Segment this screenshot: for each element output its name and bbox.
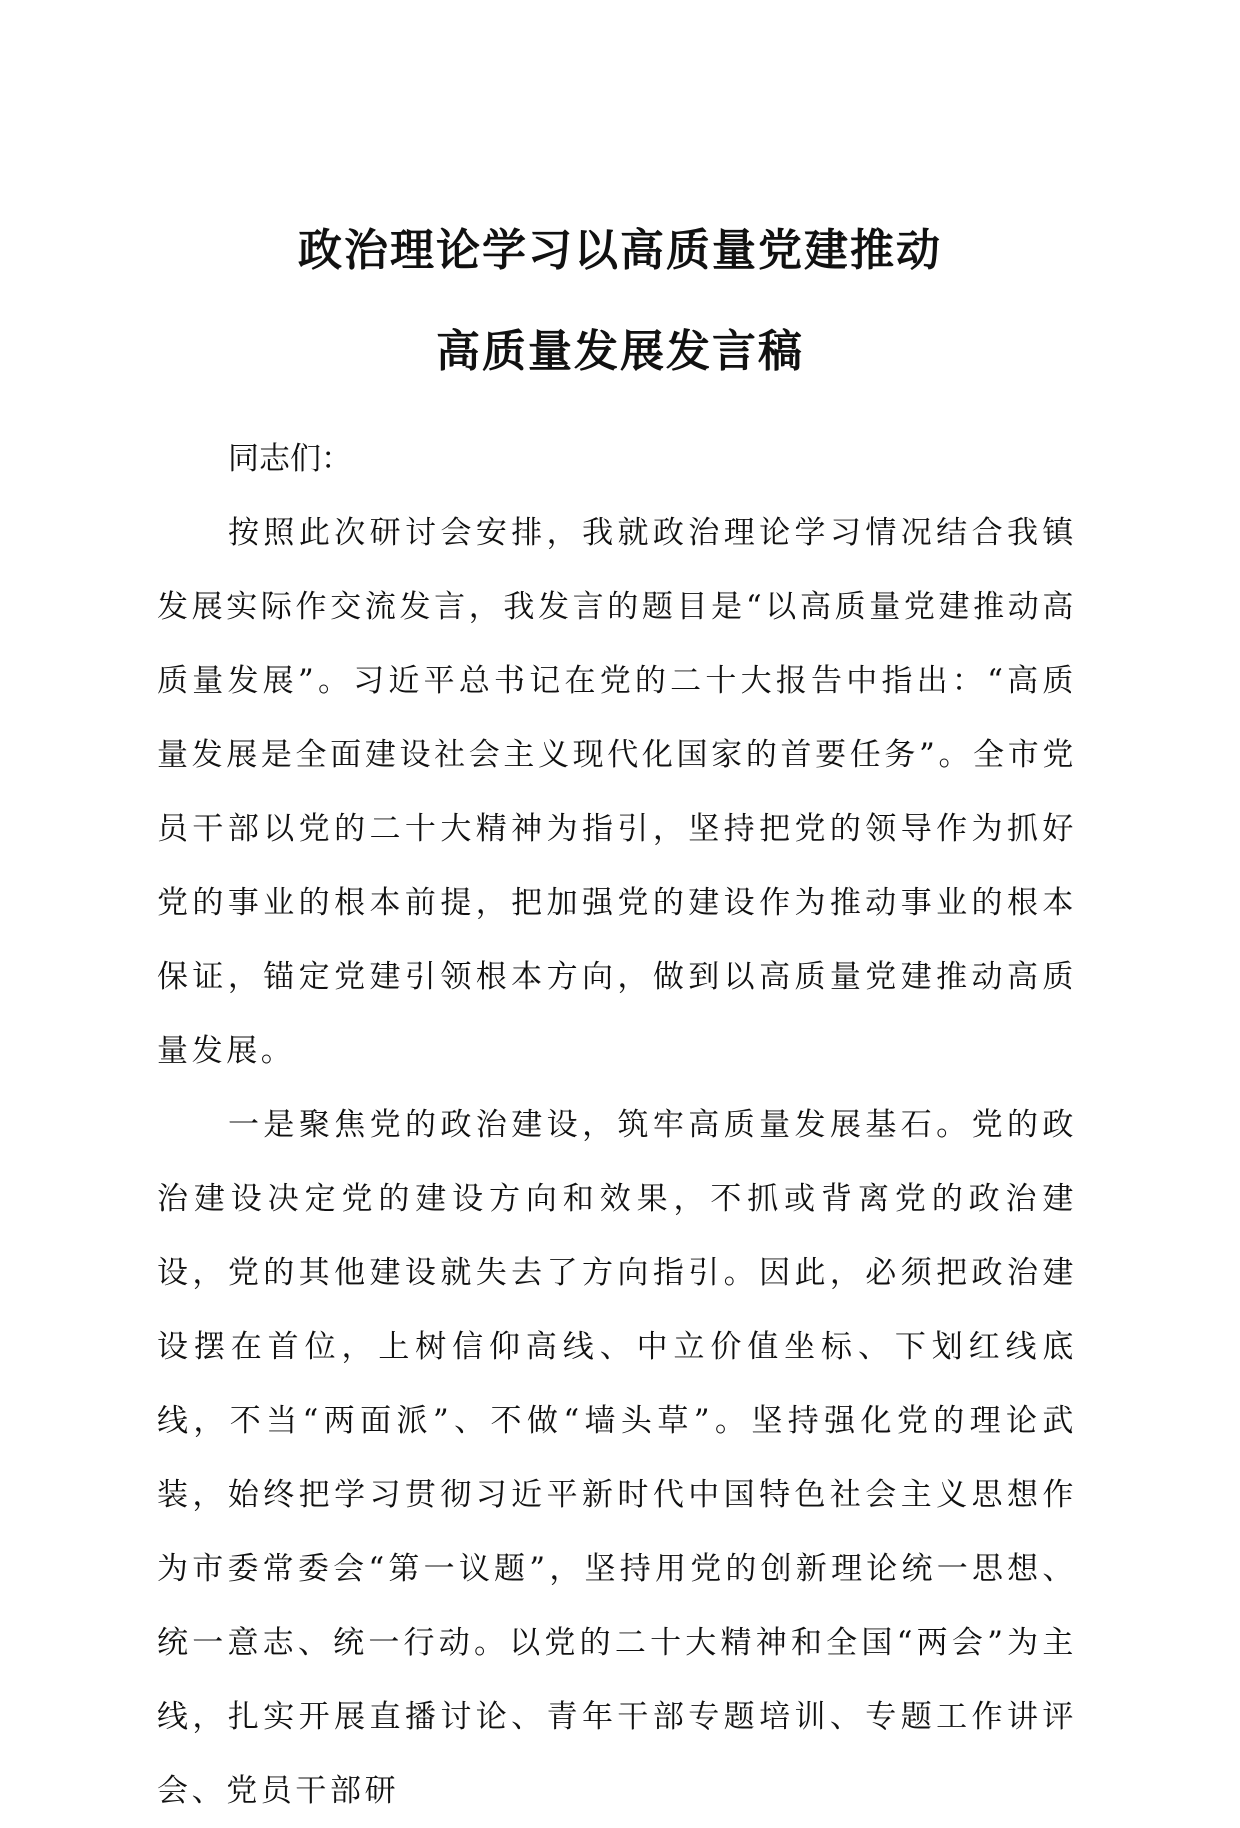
paragraph-intro: 按照此次研讨会安排，我就政治理论学习情况结合我镇发展实际作交流发言，我发言的题目是“以高质量党建推动高质量发展”。习近平总书记在党的二十大报告中指出：“高质量发展是全面建设社会主义现代化国家的首要任务”。全市党员干部以党的二十大精神为指引，坚持把党的领导作为抓好党的事业的根本前提，把加强党的建设作为推动事业的根本保证，锚定党建引领根本方向，做到以高质量党建推动高质量发展。 [157,515,1077,1069]
document-title-line-1: 政治理论学习以高质量党建推动 [298,225,942,276]
paragraph-political-construction: 一是聚焦党的政治建设，筑牢高质量发展基石。党的政治建设决定党的建设方向和效果，不抓或背离党的政治建设，党的其他建设就失去了方向指引。因此，必须把政治建设摆在首位，上树信仰高线、中立价值坐标、下划红线底线，不当“两面派”、不做“墙头草”。坚持强化党的理论武装，始终把学习贯彻习近平新时代中国特色社会主义思想作为市委常委会“第一议题”，坚持用党的创新理论统一思想、统一意志、统一行动。以党的二十大精神和全国“两会”为主线，扎实开展直播讨论、青年干部专题培训、专题工作讲评会、党员干部研 [157,1107,1077,1809]
document-title-line-2: 高质量发展发言稿 [436,326,804,377]
document-body [157,422,1077,1828]
salutation: 同志们： [228,441,352,477]
